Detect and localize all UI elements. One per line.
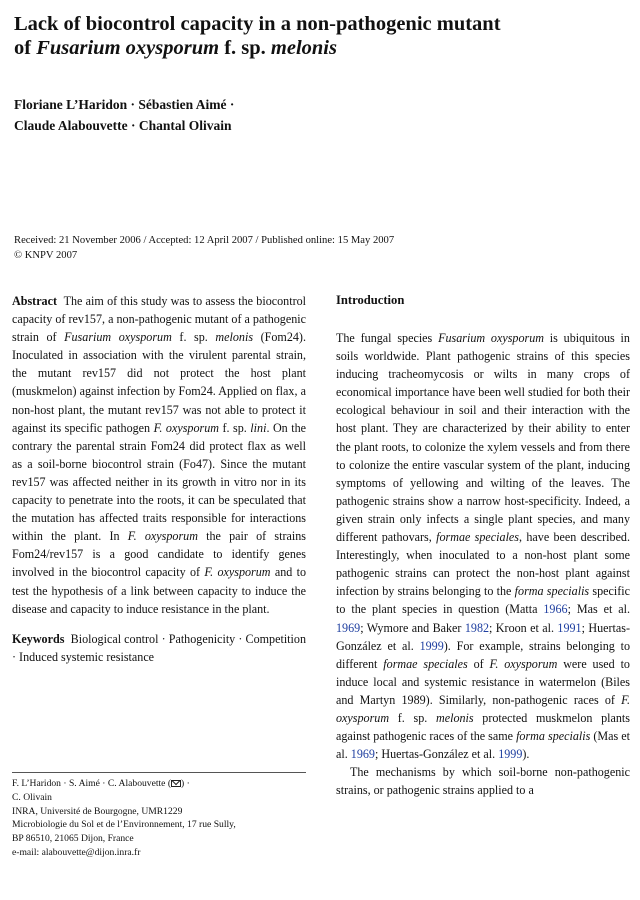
citation-link[interactable]: 1982 bbox=[464, 620, 490, 635]
author-affiliation-footnote bbox=[12, 772, 306, 860]
title-line-1: Lack of biocontrol capacity in a non-pathogenic mutant bbox=[14, 13, 501, 35]
author-line-2: Claude Alabouvette · Chantal Olivain bbox=[14, 118, 232, 133]
dates-line: Received: 21 November 2006 / Accepted: 12 April 2007 / Published online: 15 May 2007 bbox=[14, 235, 395, 246]
author-line-1: Floriane L’Haridon · Sébastien Aimé · bbox=[14, 97, 235, 112]
abstract: Abstract The aim of this study was to assess the biocontrol capacity of rev157, a non-pathogenic mutant of a pathogenic strain of Fusarium oxysporum f. sp. melonis (Fom24). Inoculated in association with the virulent parental strain, the mutant rev157 did not protect the host plant (muskmelon) against infection by Fom24. Applied on flax, a non-host plant, the mutant rev157 was not able to protect it against its specific pathogen F. oxysporum f. sp. lini. On the contrary the parental strain Fom24 did protect flax as well as a soil-borne biocontrol strain (Fo47). Since the mutant rev157 was affected neither in its growth in vitro nor in its capacity to penetrate into the roots, it can be speculated that the mutation has affected traits responsible for interactions within the plant. In F. oxysporum the pair of strains Fom24/rev157 is a good candidate to identify genes involved in the biocontrol capacity of F. oxysporum and to test the hypothesis of a link between capacity to induce the disease and capacity to induce resistance in the plant. bbox=[12, 294, 307, 616]
keywords-heading: Keywords bbox=[12, 631, 65, 646]
footnote-email: e-mail: alabouvette@dijon.inra.fr bbox=[12, 846, 141, 858]
citation-link[interactable]: 1969 bbox=[350, 747, 375, 762]
citation-link[interactable]: 1999 bbox=[498, 747, 523, 762]
introduction-heading: Introduction bbox=[336, 293, 405, 307]
left-column bbox=[12, 292, 306, 666]
introduction-paragraph-2: The mechanisms by which soil-borne non-pathogenic strains, or pathogenic strains applied to a bbox=[336, 765, 630, 798]
citation-link[interactable]: 1999 bbox=[419, 638, 444, 653]
introduction-paragraph-1: The fungal species Fusarium oxysporum is ubiquitous in soils worldwide. Plant pathogenic strains of this species inducing tracheomycosis or wilts in many crops of economical importance have been well studied for both their ecological behaviour in soil and their interaction with the host plant. They are characterized by their ability to enter the plant roots, to colonize the xylem vessels and from there to colonize the entire vascular system of the plant, inducing symptoms of yellowing and wilting of the leaves. The pathogenic strains show a narrow host-specificity. Indeed, a given strain only infects a single plant species, and many different pathovars, formae speciales, have been described. Interestingly, when inoculated to a non-host plant some pathogenic strains can protect the non-host plant against infection by strains belonging to the forma specialis specific to the plant species in question (Matta 1966; Mas et al. 1969; Wymore and Baker 1982; Kroon et al. 1991; Huertas-González et al. 1999). For example, strains belonging to different formae speciales of F. oxysporum were used to induce local and systemic resistance in watermelon (Biles and Martyn 1989). Similarly, non-pathogenic races of F. oxysporum f. sp. melonis protected muskmelon plants against pathogenic races of the same forma specialis (Mas et al. 1969; Huertas-González et al. 1999). bbox=[336, 331, 631, 762]
footnote-line-2: C. Olivain bbox=[12, 791, 52, 803]
copyright-line: © KNPV 2007 bbox=[14, 250, 78, 261]
title-line-2: of Fusarium oxysporum f. sp. melonis bbox=[14, 37, 337, 59]
citation-link[interactable]: 1969 bbox=[336, 620, 361, 635]
title-forma: melonis bbox=[270, 37, 337, 59]
keywords-list: Biological control · Pathogenicity · Competition · Induced systemic resistance bbox=[12, 631, 306, 664]
footnote-line-5: BP 86510, 21065 Dijon, France bbox=[12, 833, 134, 845]
footnote-line-3: INRA, Université de Bourgogne, UMR1229 bbox=[12, 805, 183, 817]
abstract-heading: Abstract bbox=[12, 294, 58, 308]
keywords bbox=[12, 630, 306, 666]
article-title bbox=[14, 12, 624, 60]
citation-link[interactable]: 1991 bbox=[557, 620, 582, 635]
footnote-line-4: Microbiologie du Sol et de l’Environnement, 17 rue Sully, bbox=[12, 819, 236, 831]
footnote-line-1: F. L’Haridon · S. Aimé · C. Alabouvette ( ) · bbox=[12, 778, 190, 789]
title-species: Fusarium oxysporum bbox=[36, 37, 220, 59]
right-column bbox=[336, 292, 630, 799]
citation-link[interactable]: 1966 bbox=[543, 602, 568, 617]
author-list bbox=[14, 94, 614, 136]
envelope-icon bbox=[171, 780, 181, 787]
publication-dates bbox=[14, 233, 624, 263]
